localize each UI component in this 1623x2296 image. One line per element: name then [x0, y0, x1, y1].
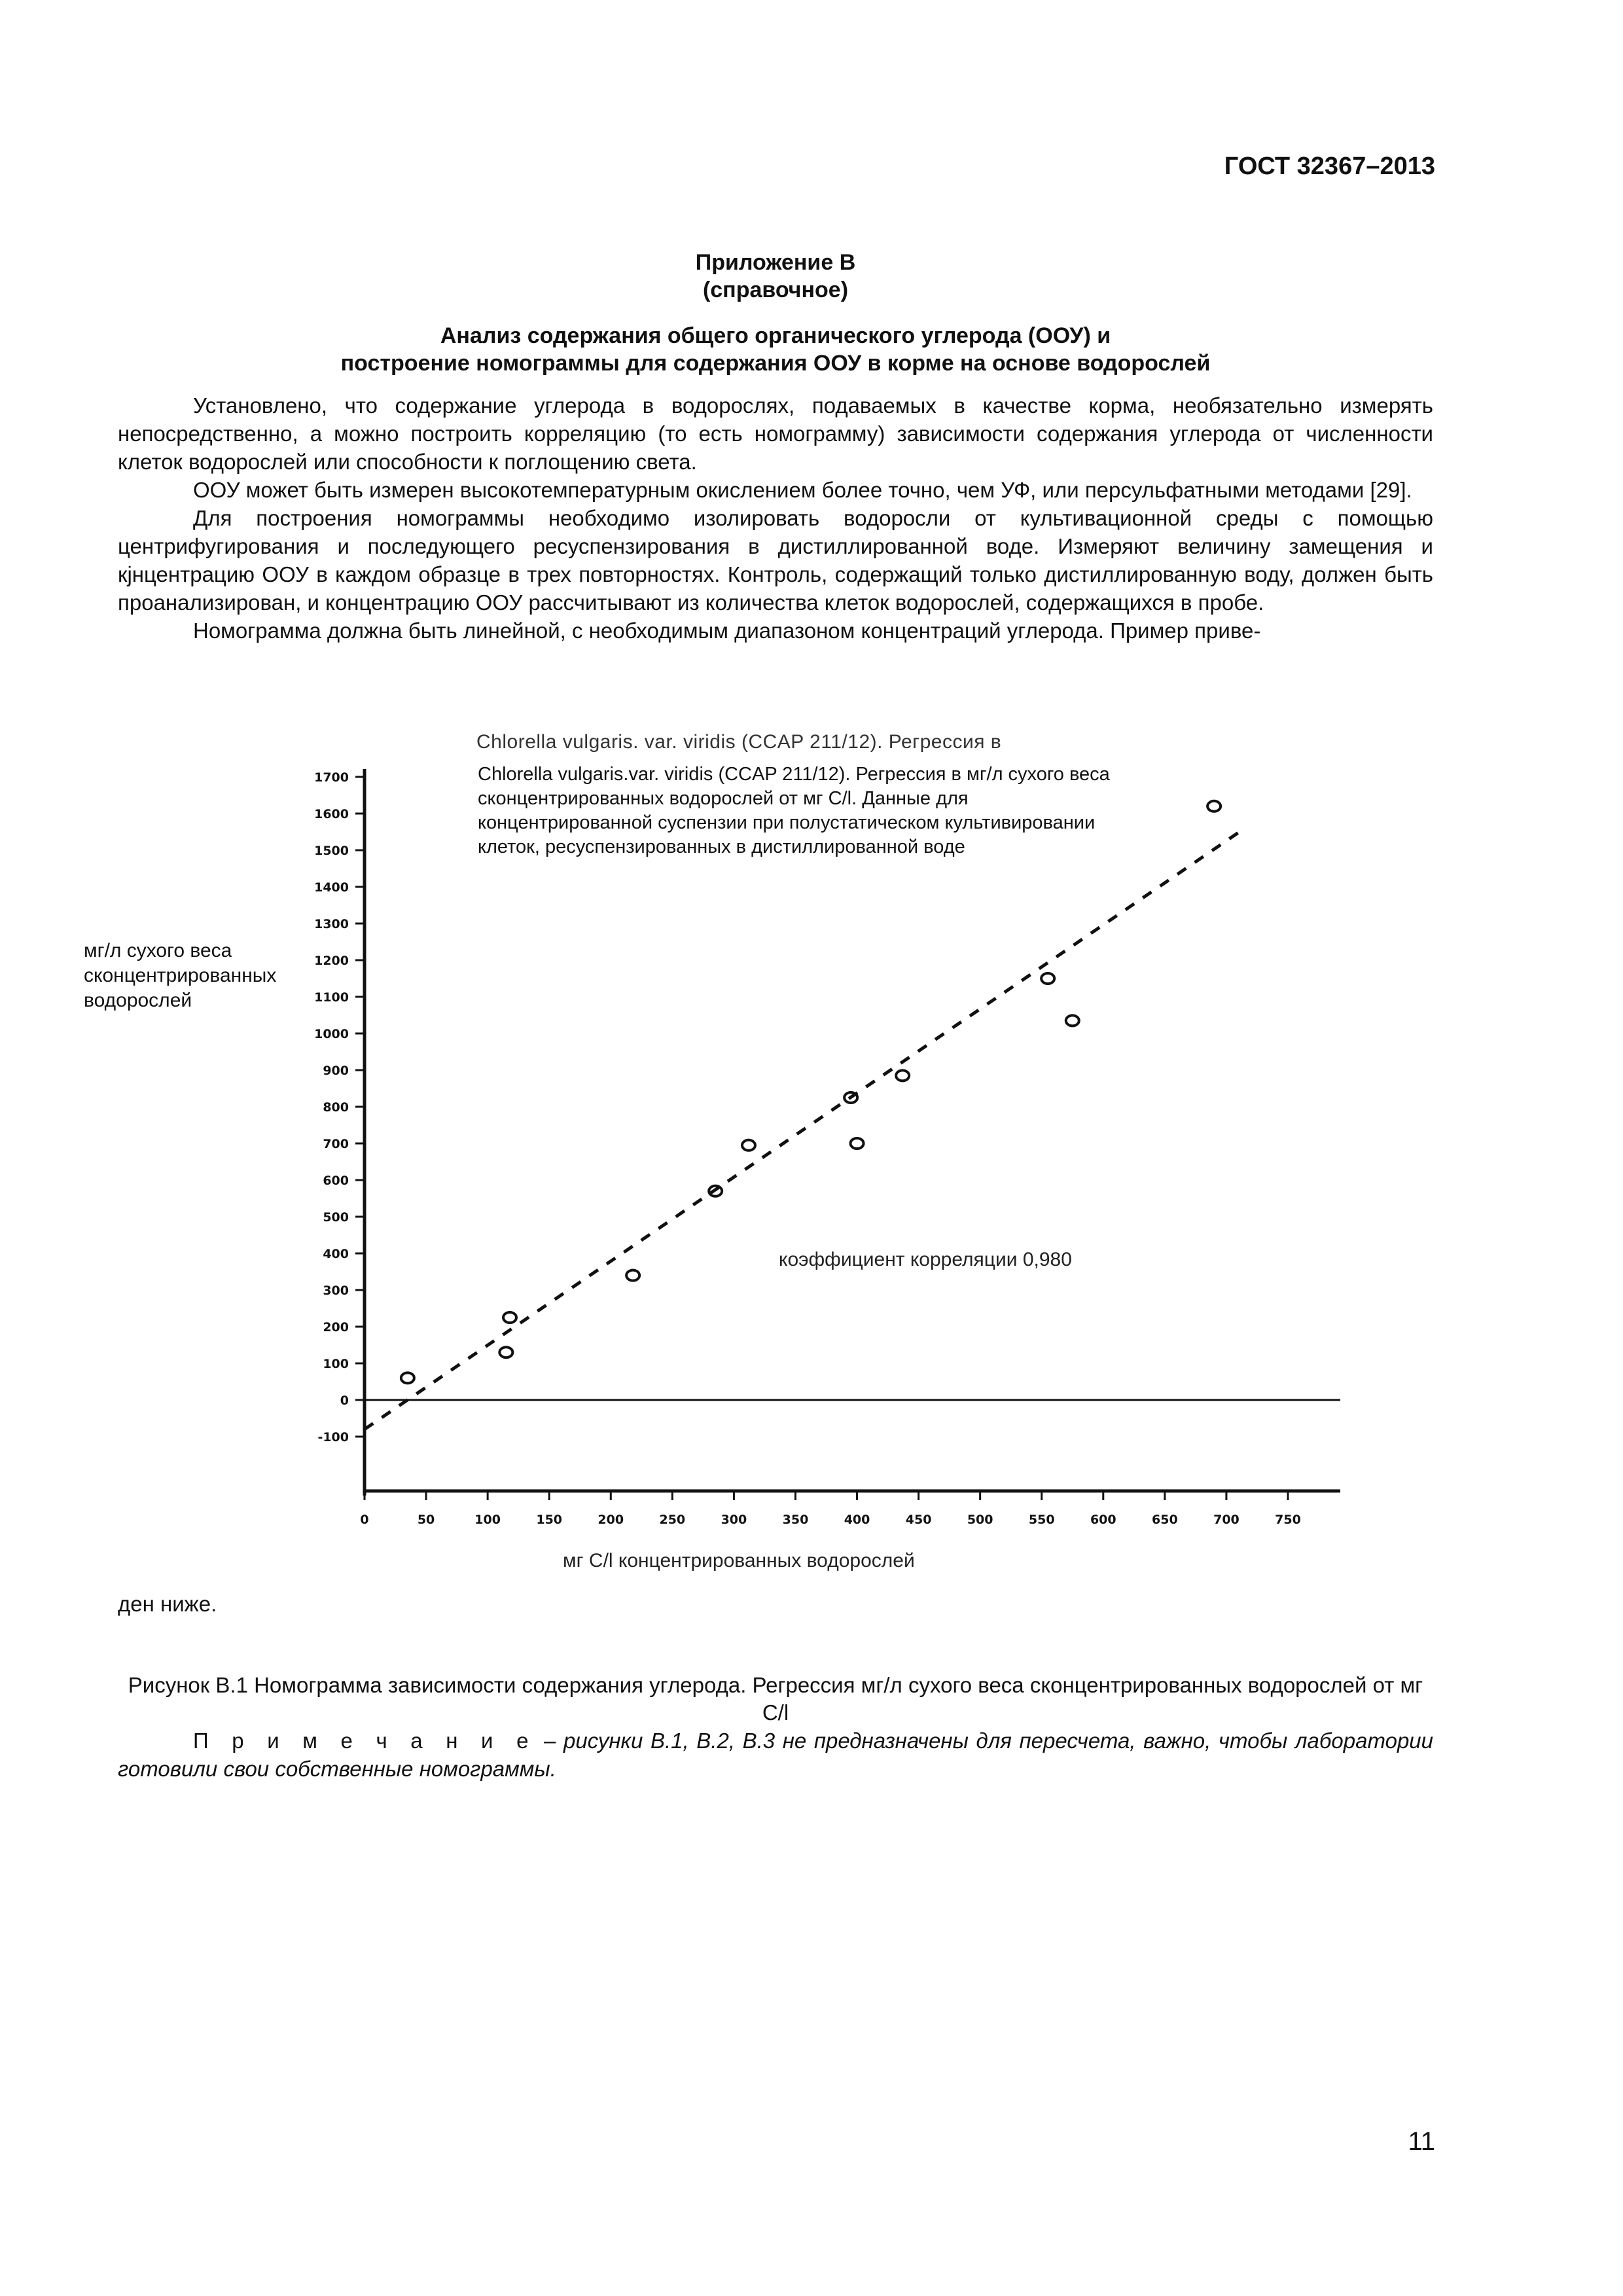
- y-tick-label: 1000: [314, 1027, 349, 1041]
- y-tick-label: 1600: [314, 807, 349, 821]
- x-tick-label: 200: [597, 1513, 624, 1527]
- data-point: [401, 1372, 414, 1383]
- y-tick-label: 200: [323, 1320, 349, 1335]
- note-dash: –: [536, 1729, 563, 1753]
- chart-description: Chlorella vulgaris.var. viridis (CCAP 211/12). Регрессия в мг/л сухого веса сконцентрированных водорослей от мг С/l. Данные для концентрированной суспензии при полустатическом культивировании клеток, ресуспензированных в дистиллированной воде: [478, 764, 1110, 857]
- y-tick-label: 1100: [314, 990, 349, 1005]
- regression-line: [365, 828, 1245, 1429]
- x-tick-label: 400: [844, 1513, 870, 1527]
- y-tick-label: 100: [323, 1357, 349, 1371]
- y-tick-label: 300: [323, 1283, 349, 1298]
- y-tick-label: 600: [323, 1174, 349, 1188]
- note-label: П р и м е ч а н и е: [193, 1729, 537, 1753]
- appendix-subtitle: (справочное): [702, 278, 849, 302]
- y-tick-label: 700: [323, 1137, 349, 1151]
- x-tick-label: 600: [1090, 1513, 1116, 1527]
- paragraph-4: Номограмма должна быть линейной, с необходимым диапазоном концентраций углерода. Пример приве-: [193, 619, 1261, 643]
- data-point: [1066, 1015, 1079, 1026]
- x-tick-label: 250: [659, 1513, 686, 1527]
- figure-caption: Рисунок В.1 Номограмма зависимости содержания углерода. Регрессия мг/л сухого веса сконцентрированных водорослей от мг С/l: [128, 1673, 1423, 1725]
- x-axis-label: мг С/l концентрированных водорослей: [563, 1550, 915, 1571]
- page-number: 11: [1408, 2127, 1435, 2156]
- y-axis-label: мг/л сухого веса сконцентрированных водорослей: [84, 940, 277, 1011]
- data-point: [503, 1312, 516, 1323]
- y-tick-label: 0: [340, 1393, 349, 1408]
- data-point: [499, 1347, 512, 1357]
- data-point: [896, 1070, 909, 1081]
- data-point: [851, 1138, 864, 1149]
- x-tick-label: 350: [782, 1513, 809, 1527]
- y-tick-label: 1200: [314, 954, 349, 968]
- x-tick-label: 0: [360, 1513, 369, 1527]
- y-tick-label: 1700: [314, 770, 349, 785]
- appendix-title: Приложение В: [695, 250, 856, 275]
- paragraph-4-tail: ден ниже.: [118, 1592, 217, 1616]
- note-text: рисунки В.1, В.2, В.3 не предназначены для пересчета, важно, чтобы лаборатории готовили свои собственные номограммы.: [118, 1729, 1433, 1781]
- standard-number: ГОСТ 32367–2013: [1224, 152, 1435, 180]
- paragraph-1: Установлено, что содержание углерода в водорослях, подаваемых в качестве корма, необязательно измерять непосредственно, а можно построить корреляцию (то есть номограмму) зависимости содержания углерода от численности клеток водорослей или способности к поглощению света.: [118, 393, 1433, 474]
- x-tick-label: 750: [1275, 1513, 1301, 1527]
- x-tick-label: 650: [1152, 1513, 1178, 1527]
- y-tick-label: 900: [323, 1064, 349, 1078]
- paragraph-3: Для построения номограммы необходимо изолировать водоросли от культивационной среды с помощью центрифугирования и последующего ресуспензирования в дистиллированной воде. Измеряют величину замещения и кјнцентрацию ООУ в каждом образце в трех повторностях. Контроль, содержащий только дистиллированную воду, должен быть проанализирован, и концентрацию ООУ рассчитывают из количества клеток водорослей, содержащихся в пробе.: [118, 506, 1433, 615]
- x-tick-label: 550: [1028, 1513, 1055, 1527]
- data-point: [1207, 801, 1221, 812]
- x-tick-label: 300: [721, 1513, 747, 1527]
- section-title-line2: построение номограммы для содержания ООУ в корме на основе водорослей: [340, 351, 1211, 376]
- chart-title: Chlorella vulgaris. var. viridis (CCAP 211/12). Регрессия в: [476, 731, 1002, 753]
- y-tick-label: 800: [323, 1100, 349, 1115]
- x-tick-label: 150: [536, 1513, 563, 1527]
- figure-note: [118, 1727, 1433, 1783]
- x-tick-label: 50: [417, 1513, 435, 1527]
- x-tick-label: 700: [1213, 1513, 1240, 1527]
- y-tick-label: -100: [317, 1430, 349, 1444]
- data-point: [1041, 973, 1054, 984]
- correlation-annotation: коэффициент корреляции 0,980: [779, 1249, 1072, 1270]
- y-tick-label: 400: [323, 1247, 349, 1261]
- x-tick-label: 450: [905, 1513, 932, 1527]
- y-tick-label: 1400: [314, 880, 349, 895]
- data-point: [742, 1140, 755, 1151]
- x-tick-label: 100: [474, 1513, 501, 1527]
- y-tick-label: 1300: [314, 917, 349, 931]
- y-tick-label: 1500: [314, 844, 349, 858]
- section-title-line1: Анализ содержания общего органического углерода (ООУ) и: [440, 323, 1111, 348]
- y-tick-label: 500: [323, 1210, 349, 1225]
- paragraph-2: ООУ может быть измерен высокотемпературным окислением более точно, чем УФ, или персульфатными методами [29].: [193, 478, 1412, 502]
- x-tick-label: 500: [967, 1513, 993, 1527]
- data-point: [626, 1270, 639, 1281]
